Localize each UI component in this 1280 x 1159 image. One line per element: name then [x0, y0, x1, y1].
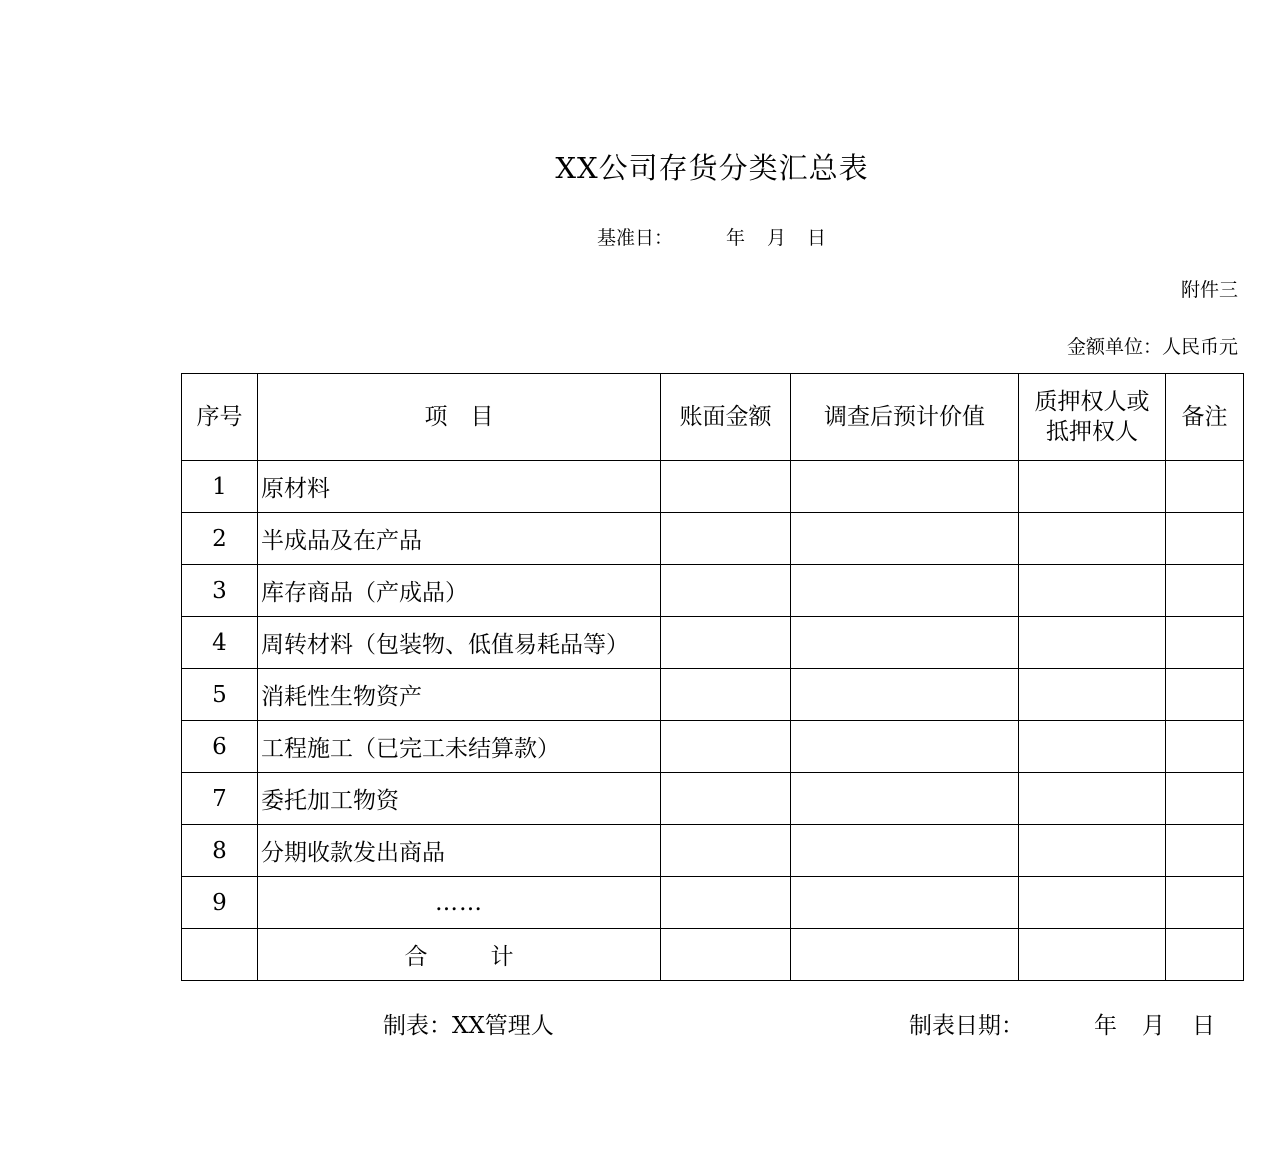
row-item: 消耗性生物资产	[258, 669, 661, 721]
cell-book-amount[interactable]	[661, 461, 791, 513]
total-pledgee[interactable]	[1019, 929, 1166, 981]
cell-book-amount[interactable]	[661, 617, 791, 669]
table-row	[182, 669, 1244, 721]
cell-pledgee[interactable]	[1019, 877, 1166, 929]
base-date-label: 基准日：	[597, 227, 674, 249]
cell-remark[interactable]	[1166, 669, 1244, 721]
attachment-label: 附件三	[1180, 279, 1238, 301]
cell-estimated-value[interactable]	[791, 669, 1019, 721]
row-item: 原材料	[258, 461, 661, 513]
cell-pledgee[interactable]	[1019, 461, 1166, 513]
table-row	[182, 513, 1244, 565]
row-seq: 2	[182, 513, 258, 565]
row-seq: 9	[182, 877, 258, 929]
cell-remark[interactable]	[1166, 877, 1244, 929]
cell-pledgee[interactable]	[1019, 513, 1166, 565]
header-pledgee-line1: 质押权人或	[1034, 389, 1150, 415]
cell-pledgee[interactable]	[1019, 773, 1166, 825]
cell-book-amount[interactable]	[661, 773, 791, 825]
total-label	[258, 929, 661, 981]
cell-estimated-value[interactable]	[791, 773, 1019, 825]
cell-remark[interactable]	[1166, 773, 1244, 825]
maker-label: 制表：XX管理人	[383, 1013, 554, 1039]
cell-pledgee[interactable]	[1019, 721, 1166, 773]
cell-remark[interactable]	[1166, 461, 1244, 513]
make-date-year: 年	[1094, 1013, 1117, 1039]
page-title: XX公司存货分类汇总表	[555, 151, 869, 185]
cell-estimated-value[interactable]	[791, 721, 1019, 773]
cell-estimated-value[interactable]	[791, 825, 1019, 877]
cell-estimated-value[interactable]	[791, 617, 1019, 669]
total-label-part2: 计	[490, 944, 514, 970]
header-estimated-value: 调查后预计价值	[791, 374, 1019, 461]
total-book-amount[interactable]	[661, 929, 791, 981]
row-seq: 7	[182, 773, 258, 825]
row-item: 工程施工（已完工未结算款）	[258, 721, 661, 773]
base-date-month: 月	[767, 227, 787, 249]
table-row	[182, 825, 1244, 877]
cell-estimated-value[interactable]	[791, 461, 1019, 513]
row-item: 周转材料（包装物、低值易耗品等）	[258, 617, 661, 669]
make-date-month: 月	[1142, 1013, 1165, 1039]
cell-estimated-value[interactable]	[791, 513, 1019, 565]
inventory-summary-table	[181, 373, 1244, 981]
row-seq: 8	[182, 825, 258, 877]
total-estimated-value[interactable]	[791, 929, 1019, 981]
header-remark: 备注	[1166, 374, 1244, 461]
table-row	[182, 617, 1244, 669]
base-date-year: 年	[726, 227, 746, 249]
cell-book-amount[interactable]	[661, 669, 791, 721]
cell-remark[interactable]	[1166, 565, 1244, 617]
table-header-row	[182, 374, 1244, 461]
row-item: ……	[258, 877, 661, 929]
cell-estimated-value[interactable]	[791, 565, 1019, 617]
row-item: 分期收款发出商品	[258, 825, 661, 877]
header-pledgee-line2: 抵押权人	[1046, 419, 1138, 445]
header-seq: 序号	[182, 374, 258, 461]
row-seq: 4	[182, 617, 258, 669]
row-seq: 3	[182, 565, 258, 617]
row-seq: 5	[182, 669, 258, 721]
row-seq: 6	[182, 721, 258, 773]
table-row	[182, 721, 1244, 773]
cell-remark[interactable]	[1166, 721, 1244, 773]
cell-pledgee[interactable]	[1019, 669, 1166, 721]
cell-estimated-value[interactable]	[791, 877, 1019, 929]
cell-book-amount[interactable]	[661, 825, 791, 877]
cell-pledgee[interactable]	[1019, 825, 1166, 877]
cell-pledgee[interactable]	[1019, 617, 1166, 669]
base-date-day: 日	[807, 227, 827, 249]
row-item: 委托加工物资	[258, 773, 661, 825]
table-row	[182, 565, 1244, 617]
cell-book-amount[interactable]	[661, 721, 791, 773]
cell-book-amount[interactable]	[661, 565, 791, 617]
header-pledgee	[1019, 374, 1166, 461]
table-row	[182, 877, 1244, 929]
make-date-label: 制表日期：	[909, 1013, 1024, 1039]
cell-remark[interactable]	[1166, 825, 1244, 877]
total-seq	[182, 929, 258, 981]
cell-remark[interactable]	[1166, 617, 1244, 669]
table-total-row	[182, 929, 1244, 981]
row-item: 半成品及在产品	[258, 513, 661, 565]
cell-pledgee[interactable]	[1019, 565, 1166, 617]
total-remark[interactable]	[1166, 929, 1244, 981]
row-item: 库存商品（产成品）	[258, 565, 661, 617]
header-book-amount: 账面金额	[661, 374, 791, 461]
table-row	[182, 461, 1244, 513]
row-seq: 1	[182, 461, 258, 513]
make-date-day: 日	[1192, 1013, 1215, 1039]
cell-book-amount[interactable]	[661, 513, 791, 565]
total-label-part1: 合	[404, 944, 428, 970]
header-item: 项 目	[258, 374, 661, 461]
cell-remark[interactable]	[1166, 513, 1244, 565]
currency-unit-label: 金额单位：人民币元	[1066, 336, 1238, 358]
cell-book-amount[interactable]	[661, 877, 791, 929]
table-row	[182, 773, 1244, 825]
